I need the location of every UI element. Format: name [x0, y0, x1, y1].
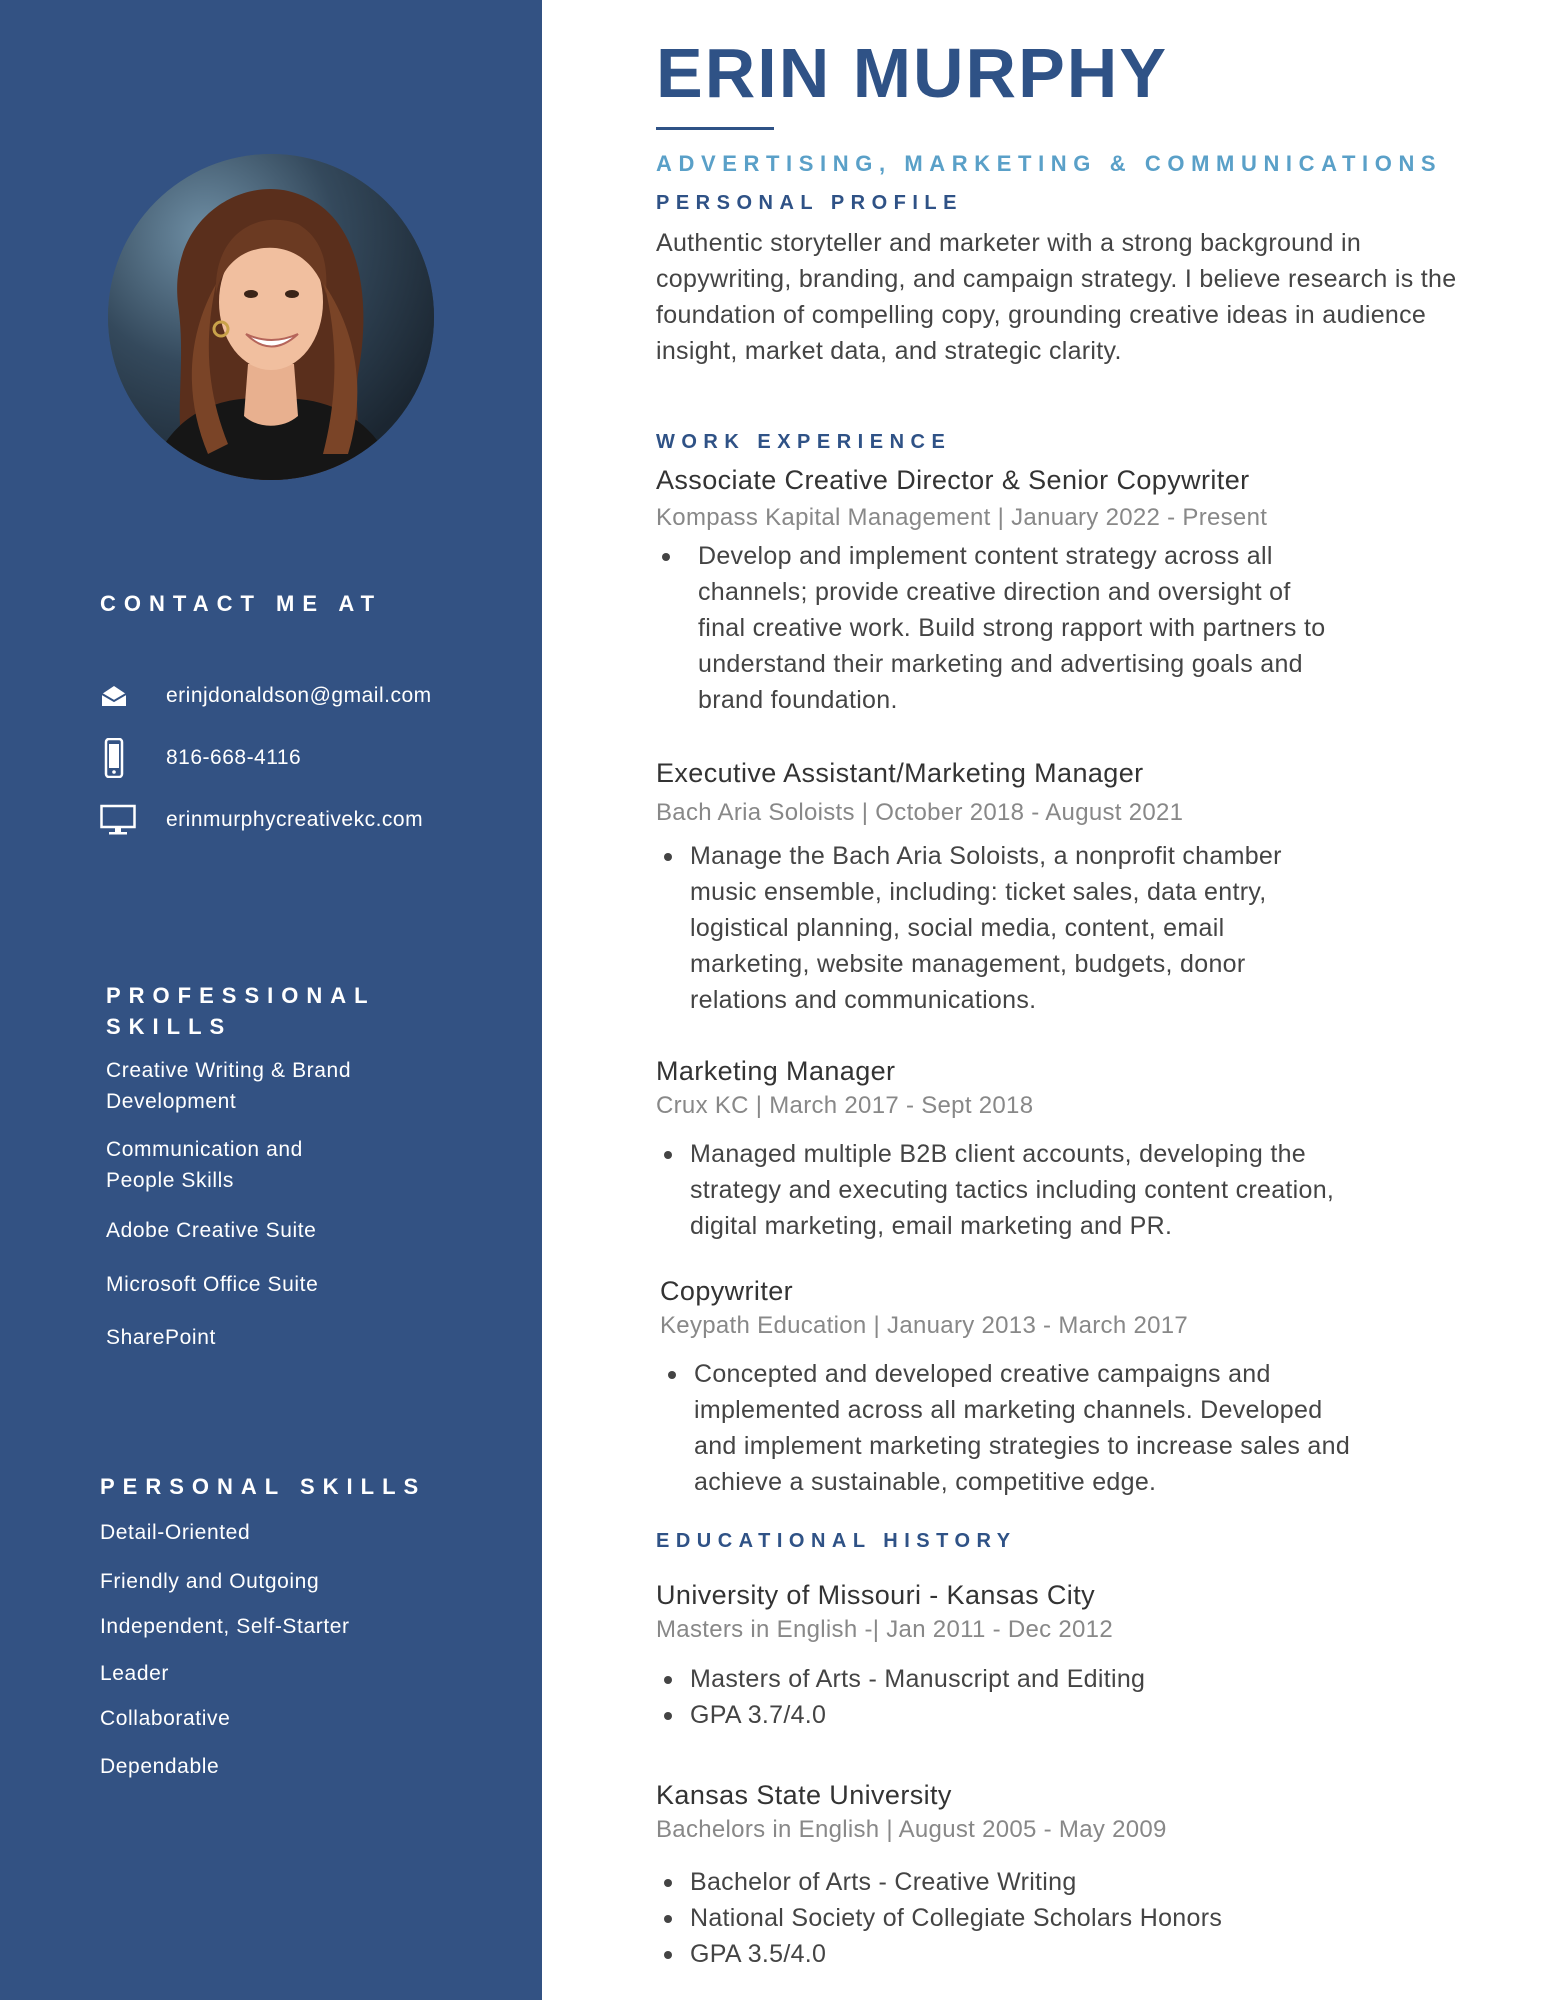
contact-website[interactable]: [100, 800, 423, 840]
skill-line: Development: [106, 1090, 237, 1113]
professional-heading-line2: SKILLS: [106, 1014, 233, 1039]
bullet-line: digital marketing, email marketing and PR.: [690, 1212, 1173, 1240]
school-bullet: National Society of Collegiate Scholars Honors: [656, 1900, 1516, 1936]
school-name: Kansas State University: [656, 1780, 952, 1810]
candidate-subtitle: ADVERTISING, MARKETING & COMMUNICATIONS: [656, 151, 1443, 176]
main-content: [542, 0, 1545, 2000]
job-bullets: [656, 1136, 1516, 1244]
bullet-line: Manage the Bach Aria Soloists, a nonprofit chamber: [690, 842, 1282, 870]
professional-skill: SharePoint: [106, 1326, 216, 1349]
professional-heading-line1: PROFESSIONAL: [106, 983, 376, 1008]
job-bullets: [656, 838, 1516, 1018]
profile-photo: [108, 154, 434, 480]
skill-line: Creative Writing & Brand: [106, 1059, 352, 1082]
bullet-line: logistical planning, social media, content, email: [690, 914, 1225, 942]
bullet-line: Managed multiple B2B client accounts, developing the: [690, 1140, 1306, 1168]
contact-phone[interactable]: [100, 738, 301, 778]
school-bullets: [656, 1661, 1516, 1733]
profile-heading: PERSONAL PROFILE: [656, 192, 963, 214]
job-bullet: [660, 1356, 1520, 1500]
sidebar: [0, 0, 542, 2000]
school-name: University of Missouri - Kansas City: [656, 1580, 1096, 1610]
contact-website-text[interactable]: erinmurphycreativekc.com: [166, 808, 424, 831]
bullet-line: achieve a sustainable, competitive edge.: [694, 1468, 1157, 1496]
contact-heading: CONTACT ME AT: [100, 591, 383, 616]
education-heading: EDUCATIONAL HISTORY: [656, 1530, 1017, 1552]
personal-skills-heading: PERSONAL SKILLS: [100, 1474, 427, 1499]
name-divider: [656, 127, 774, 130]
professional-skills-heading: [106, 980, 376, 1042]
job-title: Executive Assistant/Marketing Manager: [656, 758, 1144, 788]
bullet-line: marketing, website management, budgets, donor: [690, 950, 1246, 978]
monitor-icon: [100, 800, 144, 840]
profile-line: insight, market data, and strategic clarity.: [656, 337, 1122, 365]
school-bullet: GPA 3.7/4.0: [656, 1697, 1516, 1733]
school-bullets: [656, 1864, 1516, 1972]
job-bullets: [660, 1356, 1520, 1500]
bullet-line: final creative work. Build strong rapport with partners to: [698, 614, 1326, 642]
contact-email[interactable]: [100, 676, 432, 716]
school-bullet: Masters of Arts - Manuscript and Editing: [656, 1661, 1516, 1697]
job-meta: Bach Aria Soloists | October 2018 - August 2021: [656, 799, 1184, 826]
job-meta: Kompass Kapital Management | January 2022 - Present: [656, 504, 1268, 531]
job-title: Associate Creative Director & Senior Copywriter: [656, 465, 1250, 495]
bullet-line: Develop and implement content strategy across all: [698, 542, 1273, 570]
personal-skill: Leader: [100, 1662, 169, 1685]
phone-icon: [100, 738, 144, 778]
job-meta: Keypath Education | January 2013 - March 2017: [660, 1312, 1189, 1339]
personal-skill: Friendly and Outgoing: [100, 1570, 320, 1593]
personal-skill: Detail-Oriented: [100, 1521, 251, 1544]
job-bullets: [654, 538, 1514, 718]
bullet-line: strategy and executing tactics including content creation,: [690, 1176, 1335, 1204]
profile-line: Authentic storyteller and marketer with a strong background in: [656, 229, 1362, 257]
portrait-image: [108, 154, 434, 480]
profile-text: [656, 225, 1536, 369]
job-bullet: [654, 538, 1514, 718]
job-meta: Crux KC | March 2017 - Sept 2018: [656, 1092, 1034, 1119]
bullet-line: implemented across all marketing channels. Developed: [694, 1396, 1323, 1424]
bullet-line: channels; provide creative direction and oversight of: [698, 578, 1291, 606]
skill-line: People Skills: [106, 1169, 235, 1192]
bullet-line: understand their marketing and advertising goals and: [698, 650, 1303, 678]
bullet-line: and implement marketing strategies to increase sales and: [694, 1432, 1351, 1460]
school-bullet: Bachelor of Arts - Creative Writing: [656, 1864, 1516, 1900]
school-meta: Masters in English -| Jan 2011 - Dec 2012: [656, 1616, 1113, 1643]
profile-line: foundation of compelling copy, grounding creative ideas in audience: [656, 301, 1427, 329]
professional-skill: Adobe Creative Suite: [106, 1219, 317, 1242]
school-meta: Bachelors in English | August 2005 - May 2009: [656, 1816, 1167, 1843]
skill-line: Communication and: [106, 1138, 303, 1161]
personal-skill: Independent, Self-Starter: [100, 1615, 350, 1638]
bullet-line: music ensemble, including: ticket sales, data entry,: [690, 878, 1267, 906]
bullet-line: relations and communications.: [690, 986, 1037, 1014]
bullet-line: brand foundation.: [698, 686, 898, 714]
personal-skill: Dependable: [100, 1755, 220, 1778]
professional-skill: [106, 1055, 351, 1117]
envelope-icon: [100, 676, 144, 716]
job-title: Copywriter: [660, 1276, 794, 1306]
professional-skill: [106, 1134, 303, 1196]
contact-email-text[interactable]: erinjdonaldson@gmail.com: [166, 684, 432, 707]
school-bullet: GPA 3.5/4.0: [656, 1936, 1516, 1972]
job-bullet: [656, 1136, 1516, 1244]
candidate-name: ERIN MURPHY: [656, 34, 1169, 112]
profile-line: copywriting, branding, and campaign strategy. I believe research is the: [656, 265, 1457, 293]
professional-skill: Microsoft Office Suite: [106, 1273, 319, 1296]
job-bullet: [656, 838, 1516, 1018]
work-experience-heading: WORK EXPERIENCE: [656, 431, 952, 453]
personal-skill: Collaborative: [100, 1707, 231, 1730]
job-title: Marketing Manager: [656, 1056, 896, 1086]
contact-phone-text[interactable]: 816-668-4116: [166, 746, 302, 769]
bullet-line: Concepted and developed creative campaigns and: [694, 1360, 1271, 1388]
